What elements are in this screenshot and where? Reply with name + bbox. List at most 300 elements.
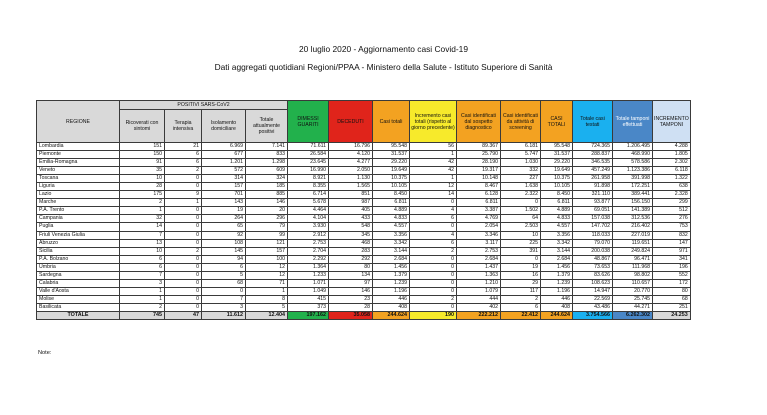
total-value-cell: 22.412 xyxy=(501,311,541,319)
value-cell: 0 xyxy=(202,287,246,295)
value-cell: 1.196 xyxy=(373,287,410,295)
value-cell: 68 xyxy=(653,295,691,303)
total-value-cell: 6.262.302 xyxy=(613,311,653,319)
value-cell: 10 xyxy=(501,231,541,239)
total-value-cell: 11.612 xyxy=(202,311,246,319)
value-cell: 3.144 xyxy=(541,247,573,255)
value-cell: 29.220 xyxy=(373,159,410,167)
table-row xyxy=(37,271,691,279)
region-cell: Valle d'Aosta xyxy=(37,287,120,295)
value-cell: 10 xyxy=(120,247,165,255)
table-row xyxy=(37,231,691,239)
table-row xyxy=(37,223,691,231)
region-cell: Emilia-Romagna xyxy=(37,159,120,167)
value-cell: 2 xyxy=(410,247,457,255)
value-cell: 2.054 xyxy=(457,223,501,231)
value-cell: 108.623 xyxy=(573,279,613,287)
value-cell: 402 xyxy=(457,303,501,311)
total-value-cell: 24.253 xyxy=(653,311,691,319)
table-row xyxy=(37,159,691,167)
header-totale-positivi: Totale attualmente positivi xyxy=(246,110,288,143)
value-cell: 5 xyxy=(202,271,246,279)
total-value-cell: 47 xyxy=(165,311,202,319)
value-cell: 885 xyxy=(246,191,288,199)
header-group-positivi: POSITIVI SARS-CoV2 xyxy=(120,101,288,110)
covid-data-table xyxy=(36,100,691,320)
value-cell: 6 xyxy=(120,263,165,271)
value-cell: 119.651 xyxy=(613,239,653,247)
value-cell: 0 xyxy=(410,279,457,287)
value-cell: 6.969 xyxy=(202,143,246,151)
value-cell: 5 xyxy=(246,303,288,311)
value-cell: 1.565 xyxy=(329,183,373,191)
region-cell: Liguria xyxy=(37,183,120,191)
value-cell: 185 xyxy=(246,183,288,191)
value-cell: 0 xyxy=(410,223,457,231)
value-cell: 108 xyxy=(202,239,246,247)
value-cell: 175 xyxy=(120,191,165,199)
value-cell: 80 xyxy=(329,263,373,271)
value-cell: 2 xyxy=(120,303,165,311)
value-cell: 196 xyxy=(653,263,691,271)
value-cell: 8.467 xyxy=(457,183,501,191)
total-value-cell: 3.754.566 xyxy=(573,311,613,319)
value-cell: 1.364 xyxy=(288,263,329,271)
value-cell: 444 xyxy=(457,295,501,303)
value-cell: 6 xyxy=(202,263,246,271)
value-cell: 2 xyxy=(501,295,541,303)
region-cell: Umbria xyxy=(37,263,120,271)
value-cell: 296 xyxy=(246,215,288,223)
value-cell: 19.649 xyxy=(373,167,410,175)
value-cell: 578.586 xyxy=(613,159,653,167)
value-cell: 19.317 xyxy=(457,167,501,175)
value-cell: 12 xyxy=(246,271,288,279)
value-cell: 2.503 xyxy=(501,223,541,231)
value-cell: 117 xyxy=(501,287,541,295)
value-cell: 0 xyxy=(165,239,202,247)
note-label: Note: xyxy=(38,350,52,356)
value-cell: 321.110 xyxy=(573,191,613,199)
value-cell: 21 xyxy=(165,143,202,151)
header-totale-casi-testati: Totale casi testati xyxy=(573,101,613,143)
value-cell: 0 xyxy=(501,199,541,207)
total-row xyxy=(37,311,691,319)
value-cell: 264 xyxy=(202,215,246,223)
value-cell: 1.437 xyxy=(457,263,501,271)
region-cell: P.A. Trento xyxy=(37,207,120,215)
value-cell: 69.051 xyxy=(573,207,613,215)
value-cell: 283 xyxy=(329,247,373,255)
value-cell: 6.811 xyxy=(541,199,573,207)
value-cell: 1.206.495 xyxy=(613,143,653,151)
value-cell: 121 xyxy=(246,239,288,247)
report-subtitle: Dati aggregati quotidiani Regioni/PPAA - Ministero della Salute - Istituto Superiore di Sanità xyxy=(214,62,553,72)
value-cell: 1 xyxy=(120,207,165,215)
header-dimessi-guariti: DIMESSI GUARITI xyxy=(288,101,329,143)
value-cell: 227 xyxy=(501,175,541,183)
value-cell: 1.805 xyxy=(653,151,691,159)
value-cell: 4 xyxy=(410,231,457,239)
value-cell: 99 xyxy=(246,231,288,239)
header-ricoverati: Ricoverati con sintomi xyxy=(120,110,165,143)
value-cell: 1.379 xyxy=(373,271,410,279)
value-cell: 987 xyxy=(329,199,373,207)
value-cell: 1 xyxy=(410,175,457,183)
value-cell: 143 xyxy=(202,199,246,207)
value-cell: 3.342 xyxy=(541,239,573,247)
region-cell: Abruzzo xyxy=(37,239,120,247)
value-cell: 0 xyxy=(410,271,457,279)
value-cell: 227.019 xyxy=(613,231,653,239)
value-cell: 80 xyxy=(653,287,691,295)
table-row xyxy=(37,143,691,151)
region-cell: Veneto xyxy=(37,167,120,175)
value-cell: 3.342 xyxy=(373,239,410,247)
value-cell: 22.569 xyxy=(573,295,613,303)
value-cell: 2 xyxy=(165,247,202,255)
header-casi-screening: Casi identificati da attività di screening xyxy=(501,101,541,143)
value-cell: 0 xyxy=(165,271,202,279)
value-cell: 29.220 xyxy=(541,159,573,167)
value-cell: 3.356 xyxy=(541,231,573,239)
value-cell: 20 xyxy=(246,207,288,215)
value-cell: 83.626 xyxy=(573,271,613,279)
value-cell: 0 xyxy=(165,279,202,287)
value-cell: 3 xyxy=(120,279,165,287)
region-cell: Toscana xyxy=(37,175,120,183)
total-value-cell: 222.212 xyxy=(457,311,501,319)
value-cell: 1.239 xyxy=(373,279,410,287)
value-cell: 0 xyxy=(165,263,202,271)
value-cell: 433 xyxy=(329,215,373,223)
value-cell: 48.867 xyxy=(573,255,613,263)
value-cell: 832 xyxy=(653,231,691,239)
value-cell: 389.441 xyxy=(613,191,653,199)
header-casi-sospetto-diagnostico: Casi identificati dal sospetto diagnostico xyxy=(457,101,501,143)
value-cell: 261.958 xyxy=(573,175,613,183)
value-cell: 225 xyxy=(501,239,541,247)
table-body xyxy=(37,143,691,320)
value-cell: 415 xyxy=(288,295,329,303)
value-cell: 98.802 xyxy=(613,271,653,279)
table-row xyxy=(37,287,691,295)
region-cell: Marche xyxy=(37,199,120,207)
value-cell: 7.141 xyxy=(246,143,288,151)
value-cell: 12 xyxy=(246,263,288,271)
table-row xyxy=(37,247,691,255)
value-cell: 42 xyxy=(410,159,457,167)
value-cell: 1.071 xyxy=(288,279,329,287)
value-cell: 150 xyxy=(120,151,165,159)
header-deceduti: DECEDUTI xyxy=(329,101,373,143)
value-cell: 2.684 xyxy=(541,255,573,263)
value-cell: 0 xyxy=(165,207,202,215)
region-cell: Sicilia xyxy=(37,247,120,255)
value-cell: 95.548 xyxy=(373,143,410,151)
region-cell: Friuli Venezia Giulia xyxy=(37,231,120,239)
value-cell: 1.201 xyxy=(202,159,246,167)
header-casi-totali: Casi totali xyxy=(373,101,410,143)
value-cell: 8.450 xyxy=(541,191,573,199)
value-cell: 2.684 xyxy=(457,255,501,263)
value-cell: 299 xyxy=(653,199,691,207)
value-cell: 8.450 xyxy=(373,191,410,199)
header-incremento-casi: Incremento casi totali (rispetto al giorno precedente) xyxy=(410,101,457,143)
value-cell: 111.968 xyxy=(613,263,653,271)
value-cell: 91.898 xyxy=(573,183,613,191)
value-cell: 3.117 xyxy=(457,239,501,247)
value-cell: 391 xyxy=(501,247,541,255)
value-cell: 0 xyxy=(165,255,202,263)
value-cell: 4.104 xyxy=(288,215,329,223)
value-cell: 4.464 xyxy=(288,207,329,215)
value-cell: 157.038 xyxy=(573,215,613,223)
value-cell: 457.249 xyxy=(573,167,613,175)
table-row xyxy=(37,151,691,159)
value-cell: 6.181 xyxy=(501,143,541,151)
value-cell: 14 xyxy=(410,191,457,199)
value-cell: 1.233 xyxy=(288,271,329,279)
value-cell: 2.328 xyxy=(653,191,691,199)
value-cell: 249.824 xyxy=(613,247,653,255)
value-cell: 2 xyxy=(120,199,165,207)
value-cell: 0 xyxy=(165,215,202,223)
value-cell: 391.998 xyxy=(613,175,653,183)
value-cell: 1.379 xyxy=(541,271,573,279)
value-cell: 0 xyxy=(501,255,541,263)
header-isolamento: Isolamento domiciliare xyxy=(202,110,246,143)
value-cell: 14.947 xyxy=(573,287,613,295)
value-cell: 753 xyxy=(653,223,691,231)
region-cell: Puglia xyxy=(37,223,120,231)
value-cell: 4.769 xyxy=(457,215,501,223)
value-cell: 2.684 xyxy=(373,255,410,263)
value-cell: 216.402 xyxy=(613,223,653,231)
header-totale-tamponi: Totale tamponi effettuati xyxy=(613,101,653,143)
value-cell: 94 xyxy=(202,255,246,263)
value-cell: 312.536 xyxy=(613,215,653,223)
value-cell: 1 xyxy=(120,287,165,295)
value-cell: 6 xyxy=(501,303,541,311)
value-cell: 2 xyxy=(410,295,457,303)
value-cell: 29 xyxy=(501,279,541,287)
table-row xyxy=(37,207,691,215)
value-cell: 468 xyxy=(329,239,373,247)
value-cell: 8.355 xyxy=(288,183,329,191)
value-cell: 6 xyxy=(165,159,202,167)
value-cell: 1.079 xyxy=(457,287,501,295)
table-row xyxy=(37,183,691,191)
table-row xyxy=(37,295,691,303)
value-cell: 2.302 xyxy=(653,159,691,167)
value-cell: 8 xyxy=(246,295,288,303)
value-cell: 6.811 xyxy=(373,199,410,207)
value-cell: 157 xyxy=(202,183,246,191)
value-cell: 4.288 xyxy=(653,143,691,151)
value-cell: 638 xyxy=(653,183,691,191)
value-cell: 20.770 xyxy=(613,287,653,295)
value-cell: 408 xyxy=(541,303,573,311)
value-cell: 10.105 xyxy=(541,183,573,191)
value-cell: 4.557 xyxy=(373,223,410,231)
value-cell: 1.196 xyxy=(541,287,573,295)
value-cell: 2.753 xyxy=(288,239,329,247)
value-cell: 71.611 xyxy=(288,143,329,151)
value-cell: 91 xyxy=(120,159,165,167)
value-cell: 79 xyxy=(246,223,288,231)
value-cell: 6 xyxy=(165,151,202,159)
value-cell: 2.292 xyxy=(288,255,329,263)
value-cell: 96.471 xyxy=(613,255,653,263)
value-cell: 1.456 xyxy=(541,263,573,271)
value-cell: 0 xyxy=(165,223,202,231)
value-cell: 134 xyxy=(329,271,373,279)
value-cell: 12 xyxy=(410,183,457,191)
value-cell: 7 xyxy=(120,271,165,279)
region-cell: Molise xyxy=(37,295,120,303)
value-cell: 7 xyxy=(120,231,165,239)
value-cell: 2.322 xyxy=(501,191,541,199)
value-cell: 4.833 xyxy=(541,215,573,223)
value-cell: 1 xyxy=(165,199,202,207)
value-cell: 16 xyxy=(501,271,541,279)
value-cell: 0 xyxy=(410,263,457,271)
value-cell: 4.120 xyxy=(329,151,373,159)
table-row xyxy=(37,303,691,311)
value-cell: 16.990 xyxy=(288,167,329,175)
total-value-cell: 190 xyxy=(410,311,457,319)
value-cell: 346.535 xyxy=(573,159,613,167)
value-cell: 701 xyxy=(202,191,246,199)
table-row xyxy=(37,199,691,207)
table-row xyxy=(37,191,691,199)
value-cell: 0 xyxy=(410,287,457,295)
value-cell: 97 xyxy=(329,279,373,287)
total-value-cell: 12.404 xyxy=(246,311,288,319)
value-cell: 100 xyxy=(246,255,288,263)
value-cell: 25.790 xyxy=(457,151,501,159)
value-cell: 73.653 xyxy=(573,263,613,271)
value-cell: 572 xyxy=(202,167,246,175)
value-cell: 95.548 xyxy=(541,143,573,151)
table-row xyxy=(37,215,691,223)
value-cell: 28 xyxy=(329,303,373,311)
value-cell: 42 xyxy=(410,167,457,175)
value-cell: 6 xyxy=(410,215,457,223)
value-cell: 408 xyxy=(373,303,410,311)
value-cell: 0 xyxy=(165,303,202,311)
value-cell: 0 xyxy=(165,183,202,191)
value-cell: 44.271 xyxy=(613,303,653,311)
value-cell: 724.365 xyxy=(573,143,613,151)
value-cell: 3.356 xyxy=(373,231,410,239)
value-cell: 4.557 xyxy=(541,223,573,231)
value-cell: 4.277 xyxy=(329,159,373,167)
value-cell: 2 xyxy=(165,167,202,175)
value-cell: 1.322 xyxy=(653,175,691,183)
value-cell: 56 xyxy=(410,143,457,151)
value-cell: 1.123.386 xyxy=(613,167,653,175)
value-cell: 145 xyxy=(202,247,246,255)
region-cell: Sardegna xyxy=(37,271,120,279)
value-cell: 2.704 xyxy=(288,247,329,255)
table-row xyxy=(37,239,691,247)
value-cell: 1.130 xyxy=(329,175,373,183)
value-cell: 146 xyxy=(329,287,373,295)
value-cell: 43.486 xyxy=(573,303,613,311)
value-cell: 172.251 xyxy=(613,183,653,191)
value-cell: 5.678 xyxy=(288,199,329,207)
value-cell: 0 xyxy=(165,175,202,183)
value-cell: 2.753 xyxy=(457,247,501,255)
value-cell: 6.118 xyxy=(653,167,691,175)
value-cell: 1.298 xyxy=(246,159,288,167)
total-label-cell: TOTALE xyxy=(37,311,120,319)
value-cell: 1 xyxy=(246,287,288,295)
value-cell: 4.889 xyxy=(373,207,410,215)
value-cell: 6.811 xyxy=(457,199,501,207)
value-cell: 345 xyxy=(329,231,373,239)
value-cell: 10 xyxy=(120,175,165,183)
value-cell: 251 xyxy=(653,303,691,311)
value-cell: 10.105 xyxy=(373,183,410,191)
table-row xyxy=(37,279,691,287)
value-cell: 1.502 xyxy=(501,207,541,215)
value-cell: 446 xyxy=(541,295,573,303)
value-cell: 1.030 xyxy=(501,159,541,167)
value-cell: 19.649 xyxy=(541,167,573,175)
value-cell: 151 xyxy=(120,143,165,151)
value-cell: 10.375 xyxy=(373,175,410,183)
value-cell: 276 xyxy=(653,215,691,223)
value-cell: 6 xyxy=(120,255,165,263)
value-cell: 0 xyxy=(165,231,202,239)
value-cell: 64 xyxy=(501,215,541,223)
value-cell: 468.990 xyxy=(613,151,653,159)
value-cell: 341 xyxy=(653,255,691,263)
value-cell: 157 xyxy=(246,247,288,255)
value-cell: 3 xyxy=(202,303,246,311)
value-cell: 6.714 xyxy=(288,191,329,199)
header-casi-totali-2: CASI TOTALI xyxy=(541,101,573,143)
value-cell: 13 xyxy=(120,239,165,247)
value-cell: 2.050 xyxy=(329,167,373,175)
value-cell: 552 xyxy=(653,271,691,279)
value-cell: 324 xyxy=(246,175,288,183)
value-cell: 3.144 xyxy=(373,247,410,255)
value-cell: 118.033 xyxy=(573,231,613,239)
report-title: 20 luglio 2020 - Aggiornamento casi Covid-19 xyxy=(299,44,468,54)
value-cell: 1 xyxy=(410,151,457,159)
value-cell: 23 xyxy=(329,295,373,303)
header-terapia-intensiva: Terapia intensiva xyxy=(165,110,202,143)
value-cell: 1.363 xyxy=(457,271,501,279)
total-value-cell: 197.162 xyxy=(288,311,329,319)
value-cell: 833 xyxy=(246,151,288,159)
table-row xyxy=(37,255,691,263)
region-cell: Lombardia xyxy=(37,143,120,151)
value-cell: 172 xyxy=(653,279,691,287)
value-cell: 7 xyxy=(202,295,246,303)
value-cell: 1.456 xyxy=(373,263,410,271)
value-cell: 19 xyxy=(202,207,246,215)
value-cell: 65 xyxy=(202,223,246,231)
value-cell: 156.150 xyxy=(613,199,653,207)
value-cell: 147 xyxy=(653,239,691,247)
table-row xyxy=(37,263,691,271)
value-cell: 2.912 xyxy=(288,231,329,239)
